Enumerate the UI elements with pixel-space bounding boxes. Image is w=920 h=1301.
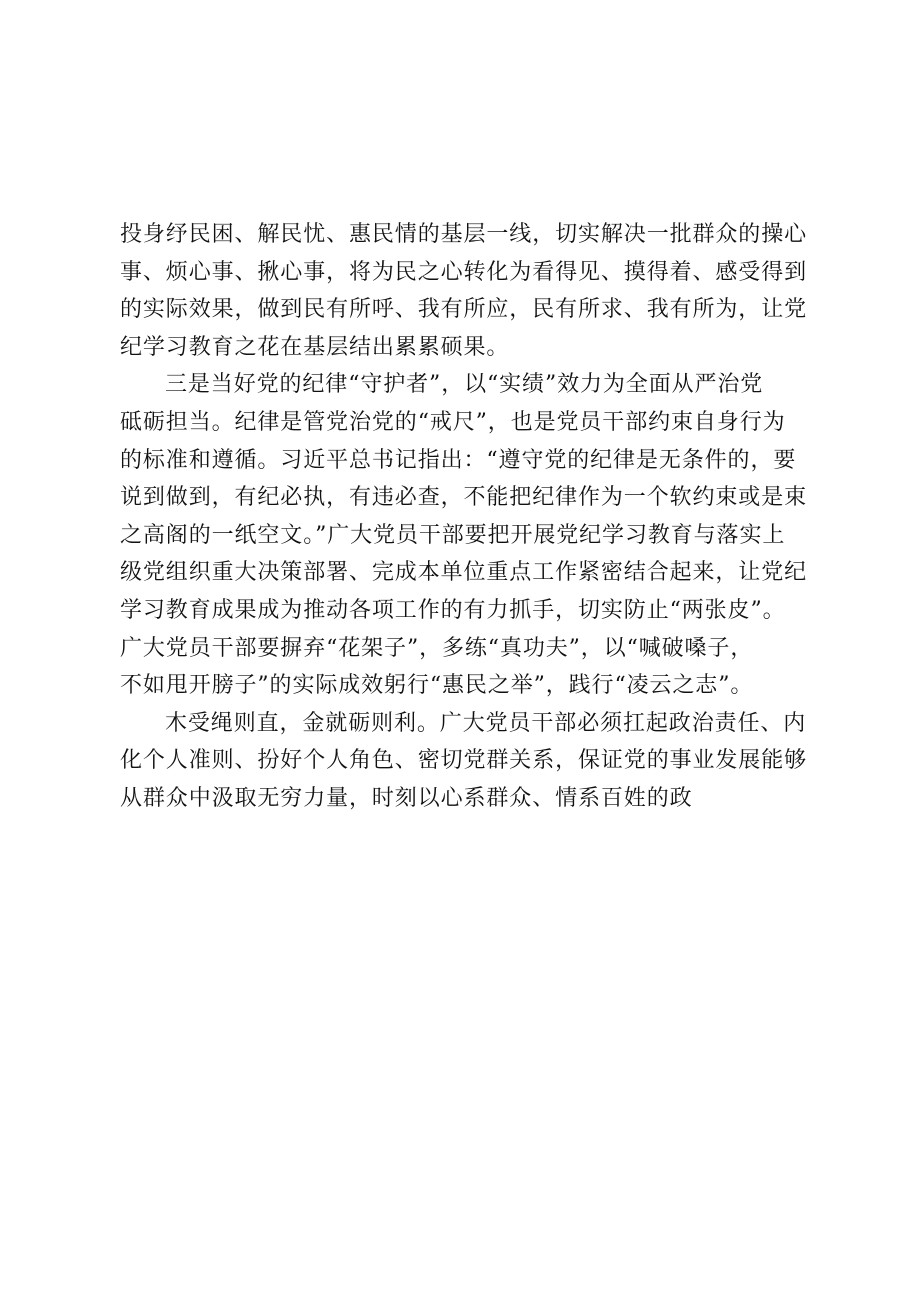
text-line: 的标准和遵循。习近平总书记指出：“遵守党的纪律是无条件的，要 xyxy=(120,447,797,473)
text-line: 纪学习教育之花在基层结出累累硕果。 xyxy=(120,334,510,360)
text-line: 砥砺担当。纪律是管党治党的“戒尺”，也是党员干部约束自身行为 xyxy=(120,409,786,435)
body-text xyxy=(120,216,808,818)
text-line: 广大党员干部要摒弃“花架子”，多练“真功夫”，以“喊破嗓子， xyxy=(120,635,754,661)
paragraph-start-line: 木受绳则直，金就砺则利。广大党员干部必须扛起政治责任、内 xyxy=(165,710,807,736)
text-line: 事、烦心事、揪心事，将为民之心转化为看得见、摸得着、感受得到 xyxy=(120,259,808,285)
text-line: 的实际效果，做到民有所呼、我有所应，民有所求、我有所为，让党 xyxy=(120,297,808,323)
text-line: 投身纾民困、解民忧、惠民情的基层一线，切实解决一批群众的操心 xyxy=(120,222,808,247)
text-line: 之高阁的一纸空文。”广大党员干部要把开展党纪学习教育与落实上 xyxy=(120,522,786,548)
text-line: 不如甩开膀子”的实际成效躬行“惠民之举”，践行“凌云之志”。 xyxy=(120,673,754,699)
text-line: 从群众中汲取无穷力量，时刻以心系群众、情系百姓的政 xyxy=(120,785,693,811)
text-line: 化个人准则、扮好个人角色、密切党群关系，保证党的事业发展能够 xyxy=(120,748,808,774)
text-line: 说到做到，有纪必执，有违必查，不能把纪律作为一个软约束或是束 xyxy=(120,485,808,511)
paragraph-start-line: 三是当好党的纪律“守护者”，以“实绩”效力为全面从严治党 xyxy=(165,372,764,398)
text-line: 学习教育成果成为推动各项工作的有力抓手，切实防止“两张皮”。 xyxy=(120,597,786,623)
text-line: 级党组织重大决策部署、完成本单位重点工作紧密结合起来，让党纪 xyxy=(120,560,808,586)
